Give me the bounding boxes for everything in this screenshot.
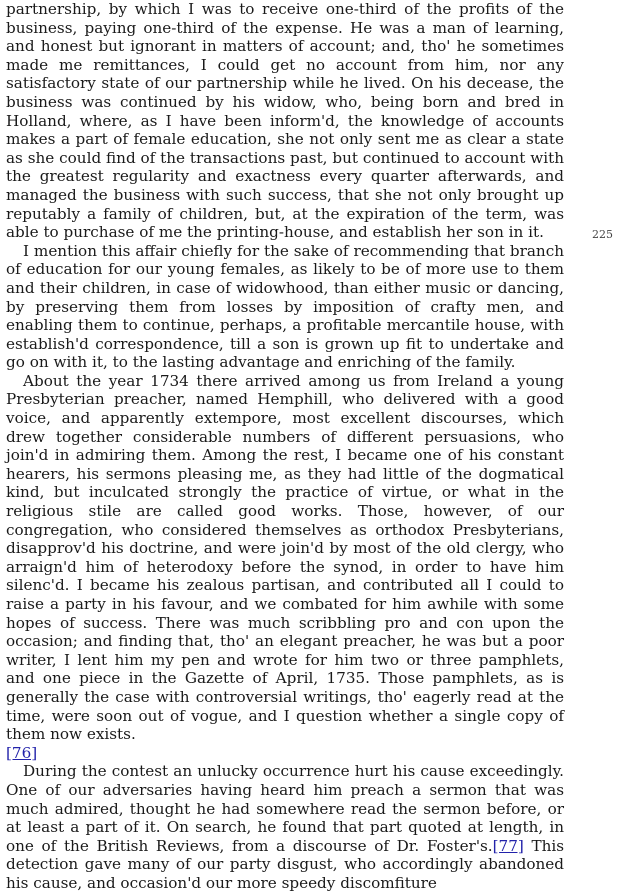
paragraph-2: I mention this affair chiefly for the sake of recommending that branch of education for our young females, as likely to be of more use to them and their children, in case of widowhood, than either music or dancing, by preserving them from losses by imposition of crafty men, and enabling them to continue, perhaps, a profitable mercantile house, with establish'd correspondence, till a son is grown up fit to undertake and go on with it, to the lasting advantage and enriching of the family. (6, 241, 564, 372)
document-page (6, 0, 564, 893)
paragraph-4 (6, 762, 564, 892)
paragraph-4-text-after: This detection gave many of our party disgust, who accordingly abandoned his cause, and occasion'd our more speedy discomfiture (6, 836, 565, 892)
paragraph-4-text-before: During the contest an unlucky occurrence hurt his cause exceedingly. One of our adversaries having heard him preach a sermon that was much admired, thought he had somewhere read the sermon before, or at least a part of it. On search, he found that part quoted at length, in one of the British Reviews, from a discourse of Dr. Foster's. (6, 762, 564, 855)
page-number: 225 (592, 228, 613, 241)
paragraph-1: partnership, by which I was to receive one-third of the profits of the business, paying one-third of the expense. He was a man of learning, and honest but ignorant in matters of account; and, tho' he sometimes made me remittances, I could get no account from him, nor any satisfactory state of our partnership while he lived. On his decease, the business was continued by his widow, who, being born and bred in Holland, where, as I have been inform'd, the knowledge of accounts makes a part of female education, she not only sent me as clear a state as she could find of the transactions past, but continued to account with the greatest regularity and exactness every quarter afterwards, and managed the business with such success, that she not only brought up reputably a family of children, but, at the expiration of the term, was able to purchase of me the printing-house, and establish her son in it. (6, 0, 564, 242)
paragraph-3-text: About the year 1734 there arrived among us from Ireland a young Presbyterian preacher, named Hemphill, who delivered with a good voice, and apparently extempore, most excellent discourses, which drew together considerable numbers of different persuasions, who join'd in admiring them. Among the rest, I became one of his constant hearers, his sermons pleasing me, as they had little of the dogmatical kind, but inculcated strongly the practice of virtue, or what in the religious stile are called good works. Those, however, of our congregation, who considered themselves as orthodox Presbyterians, disapprov'd his doctrine, and were join'd by most of the old clergy, who arraign'd him of heterodoxy before the synod, in order to have him silenc'd. I became his zealous partisan, and contributed all I could to raise a party in his favour, and we combated for him awhile with some hopes of success. There was much scribbling pro and con upon the occasion; and finding that, tho' an elegant preacher, he was but a poor writer, I lent him my pen and wrote for him two or three pamphlets, and one piece in the Gazette of April, 1735. Those pamphlets, as is generally the case with controversial writings, tho' eagerly read at the time, were soon out of vogue, and I question whether a single copy of them now exists. (6, 371, 564, 744)
footnote-link-77[interactable]: [77] (492, 836, 524, 855)
footnote-link-76[interactable]: [76] (6, 743, 38, 762)
paragraph-3 (6, 372, 564, 762)
